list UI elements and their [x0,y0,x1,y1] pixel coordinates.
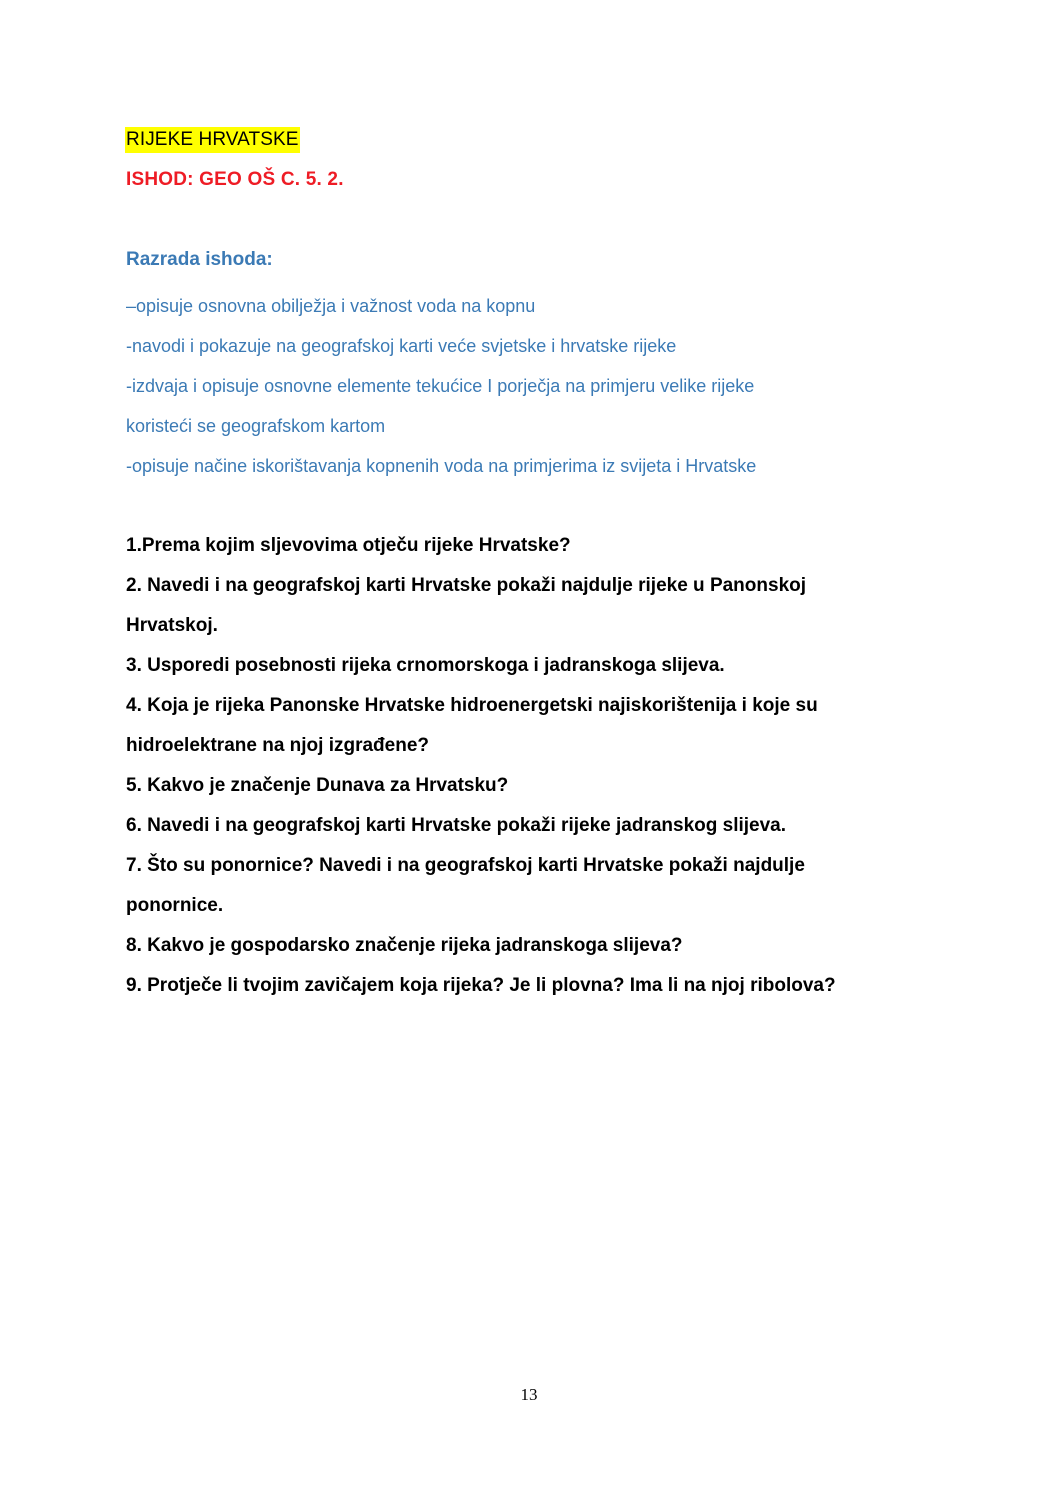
page-number: 13 [520,1385,538,1404]
elaboration-heading: Razrada ishoda: [126,249,273,270]
question-line: 9. Protječe li tvojim zavičajem koja rijeka? Je li plovna? Ima li na njoj ribolova? [126,975,836,996]
question-line: Hrvatskoj. [126,615,218,636]
elaboration-line: –opisuje osnovna obilježja i važnost voda na kopnu [126,296,536,316]
question-line: 2. Navedi i na geografskoj karti Hrvatske pokaži najdulje rijeke u Panonskoj [126,575,807,596]
question-line: 1.Prema kojim sljevovima otječu rijeke Hrvatske? [126,535,571,556]
elaboration-line: -izdvaja i opisuje osnovne elemente tekućice I porječja na primjeru velike rijeke [126,376,755,396]
question-line: 7. Što su ponornice? Navedi i na geografskoj karti Hrvatske pokaži najdulje [126,855,805,876]
question-line: 4. Koja je rijeka Panonske Hrvatske hidroenergetski najiskorištenija i koje su [126,695,818,716]
question-line: 8. Kakvo je gospodarsko značenje rijeka jadranskoga slijeva? [126,935,683,956]
page-title: RIJEKE HRVATSKE [125,127,300,153]
elaboration-line: -navodi i pokazuje na geografskoj karti veće svjetske i hrvatske rijeke [126,336,677,356]
outcome-code: ISHOD: GEO OŠ C. 5. 2. [126,169,344,190]
question-line: 6. Navedi i na geografskoj karti Hrvatske pokaži rijeke jadranskog slijeva. [126,815,787,836]
elaboration-list [126,286,926,486]
question-line: 3. Usporedi posebnosti rijeka crnomorskoga i jadranskoga slijeva. [126,655,725,676]
elaboration-line: koristeći se geografskom kartom [126,416,386,436]
question-line: ponornice. [126,895,224,916]
elaboration-line: -opisuje načine iskorištavanja kopnenih voda na primjerima iz svijeta i Hrvatske [126,456,757,476]
question-line: 5. Kakvo je značenje Dunava za Hrvatsku? [126,775,509,796]
questions-list [126,526,916,1006]
question-line: hidroelektrane na njoj izgrađene? [126,735,430,756]
